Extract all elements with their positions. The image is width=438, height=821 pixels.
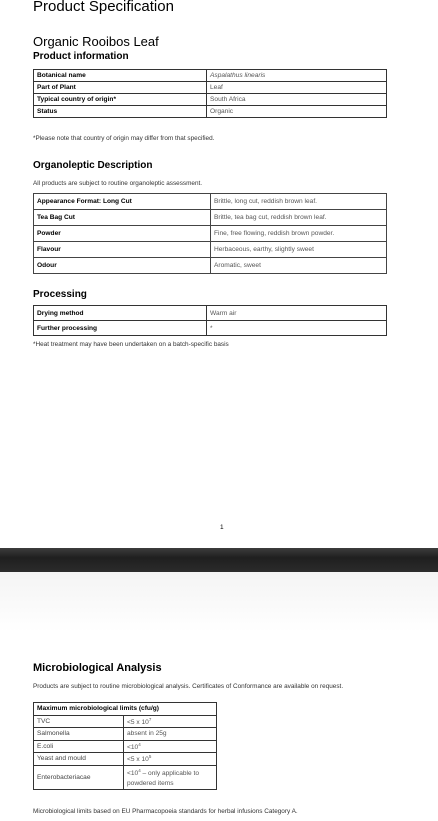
table-cell-value: Leaf [207,82,387,94]
table-header-row [34,703,217,716]
table-row [34,242,387,258]
table-cell-label: Odour [34,258,211,274]
table-row [34,258,387,274]
table-cell-value [124,728,217,741]
table-cell-label: E.coli [34,740,124,753]
page-number: 1 [220,524,224,531]
document-page-2 [0,572,438,821]
limit-exponent: 4 [138,768,141,774]
limit-exponent: 5 [148,754,152,760]
table-header: Maximum microbiological limits (cfu/g) [34,703,217,716]
table-cell-label: Salmonella [34,728,124,741]
table-row [34,728,217,741]
table-cell-value [124,765,217,789]
table-row [34,106,387,118]
table-cell-value: Brittle, tea bag cut, reddish brown leaf. [211,210,387,226]
table-cell-value: * [207,321,387,336]
table-cell-value: Herbaceous, earthy, slightly sweet [211,242,387,258]
limit-value: <10 [127,770,139,778]
table-cell-value: Organic [207,106,387,118]
product-name: Organic Rooibos Leaf [33,34,159,49]
table-cell-label: Botanical name [34,70,207,82]
table-cell-label: Further processing [34,321,207,336]
processing-table [33,305,387,336]
table-row [34,765,217,789]
table-cell-value: South Africa [207,94,387,106]
table-row [34,94,387,106]
table-row [34,715,217,728]
table-cell-label: Status [34,106,207,118]
heat-treatment-note: *Heat treatment may have been undertaken on a batch-specific basis [33,341,229,348]
microbiology-table [33,702,217,790]
table-cell-value [124,715,217,728]
table-cell-label: Appearance Format: Long Cut [34,194,211,210]
microbiology-intro: Products are subject to routine microbiological analysis. Certificates of Conformance are available on request. [33,683,344,690]
table-cell-label: Yeast and mould [34,753,124,766]
table-cell-value: Brittle, long cut, reddish brown leaf. [211,194,387,210]
microbiology-footnote: Microbiological limits based on EU Pharmacopoeia standards for herbal infusions Category A. [33,808,298,815]
table-cell-label: Powder [34,226,211,242]
table-row [34,306,387,321]
processing-heading: Processing [33,289,87,300]
limit-suffix: – only applicable to powdered items [127,770,199,787]
table-row [34,70,387,82]
table-cell-value [124,753,217,766]
table-cell-label: Part of Plant [34,82,207,94]
table-row [34,194,387,210]
page-separator [0,548,438,572]
table-row [34,82,387,94]
table-cell-label: Typical country of origin* [34,94,207,106]
product-info-table [33,69,387,118]
table-cell-value: Warm air [207,306,387,321]
organoleptic-intro: All products are subject to routine organoleptic assessment. [33,180,203,187]
table-row [34,753,217,766]
origin-note: *Please note that country of origin may differ from that specified. [33,135,215,142]
organoleptic-heading: Organoleptic Description [33,160,153,171]
limit-exponent: 4 [138,741,141,747]
table-row [34,226,387,242]
table-cell-label: Tea Bag Cut [34,210,211,226]
document-title: Product Specification [33,0,174,15]
product-info-heading: Product information [33,51,129,62]
table-row [34,321,387,336]
table-cell-value: Fine, free flowing, reddish brown powder. [211,226,387,242]
table-row [34,740,217,753]
organoleptic-table [33,193,387,274]
table-cell-value: Aromatic, sweet [211,258,387,274]
limit-value: absent in 25g [127,730,167,738]
table-cell-value [124,740,217,753]
limit-exponent: 7 [148,716,152,722]
limit-value: <5 x 10 [127,756,149,764]
table-cell-label: Drying method [34,306,207,321]
table-cell-label: Flavour [34,242,211,258]
microbiology-heading: Microbiological Analysis [33,662,162,674]
limit-value: <5 x 10 [127,718,149,726]
limit-value: <10 [127,743,139,751]
table-cell-value: Aspalathus linearis [207,70,387,82]
table-cell-label: Enterobacteriacae [34,765,124,789]
table-row [34,210,387,226]
table-cell-label: TVC [34,715,124,728]
